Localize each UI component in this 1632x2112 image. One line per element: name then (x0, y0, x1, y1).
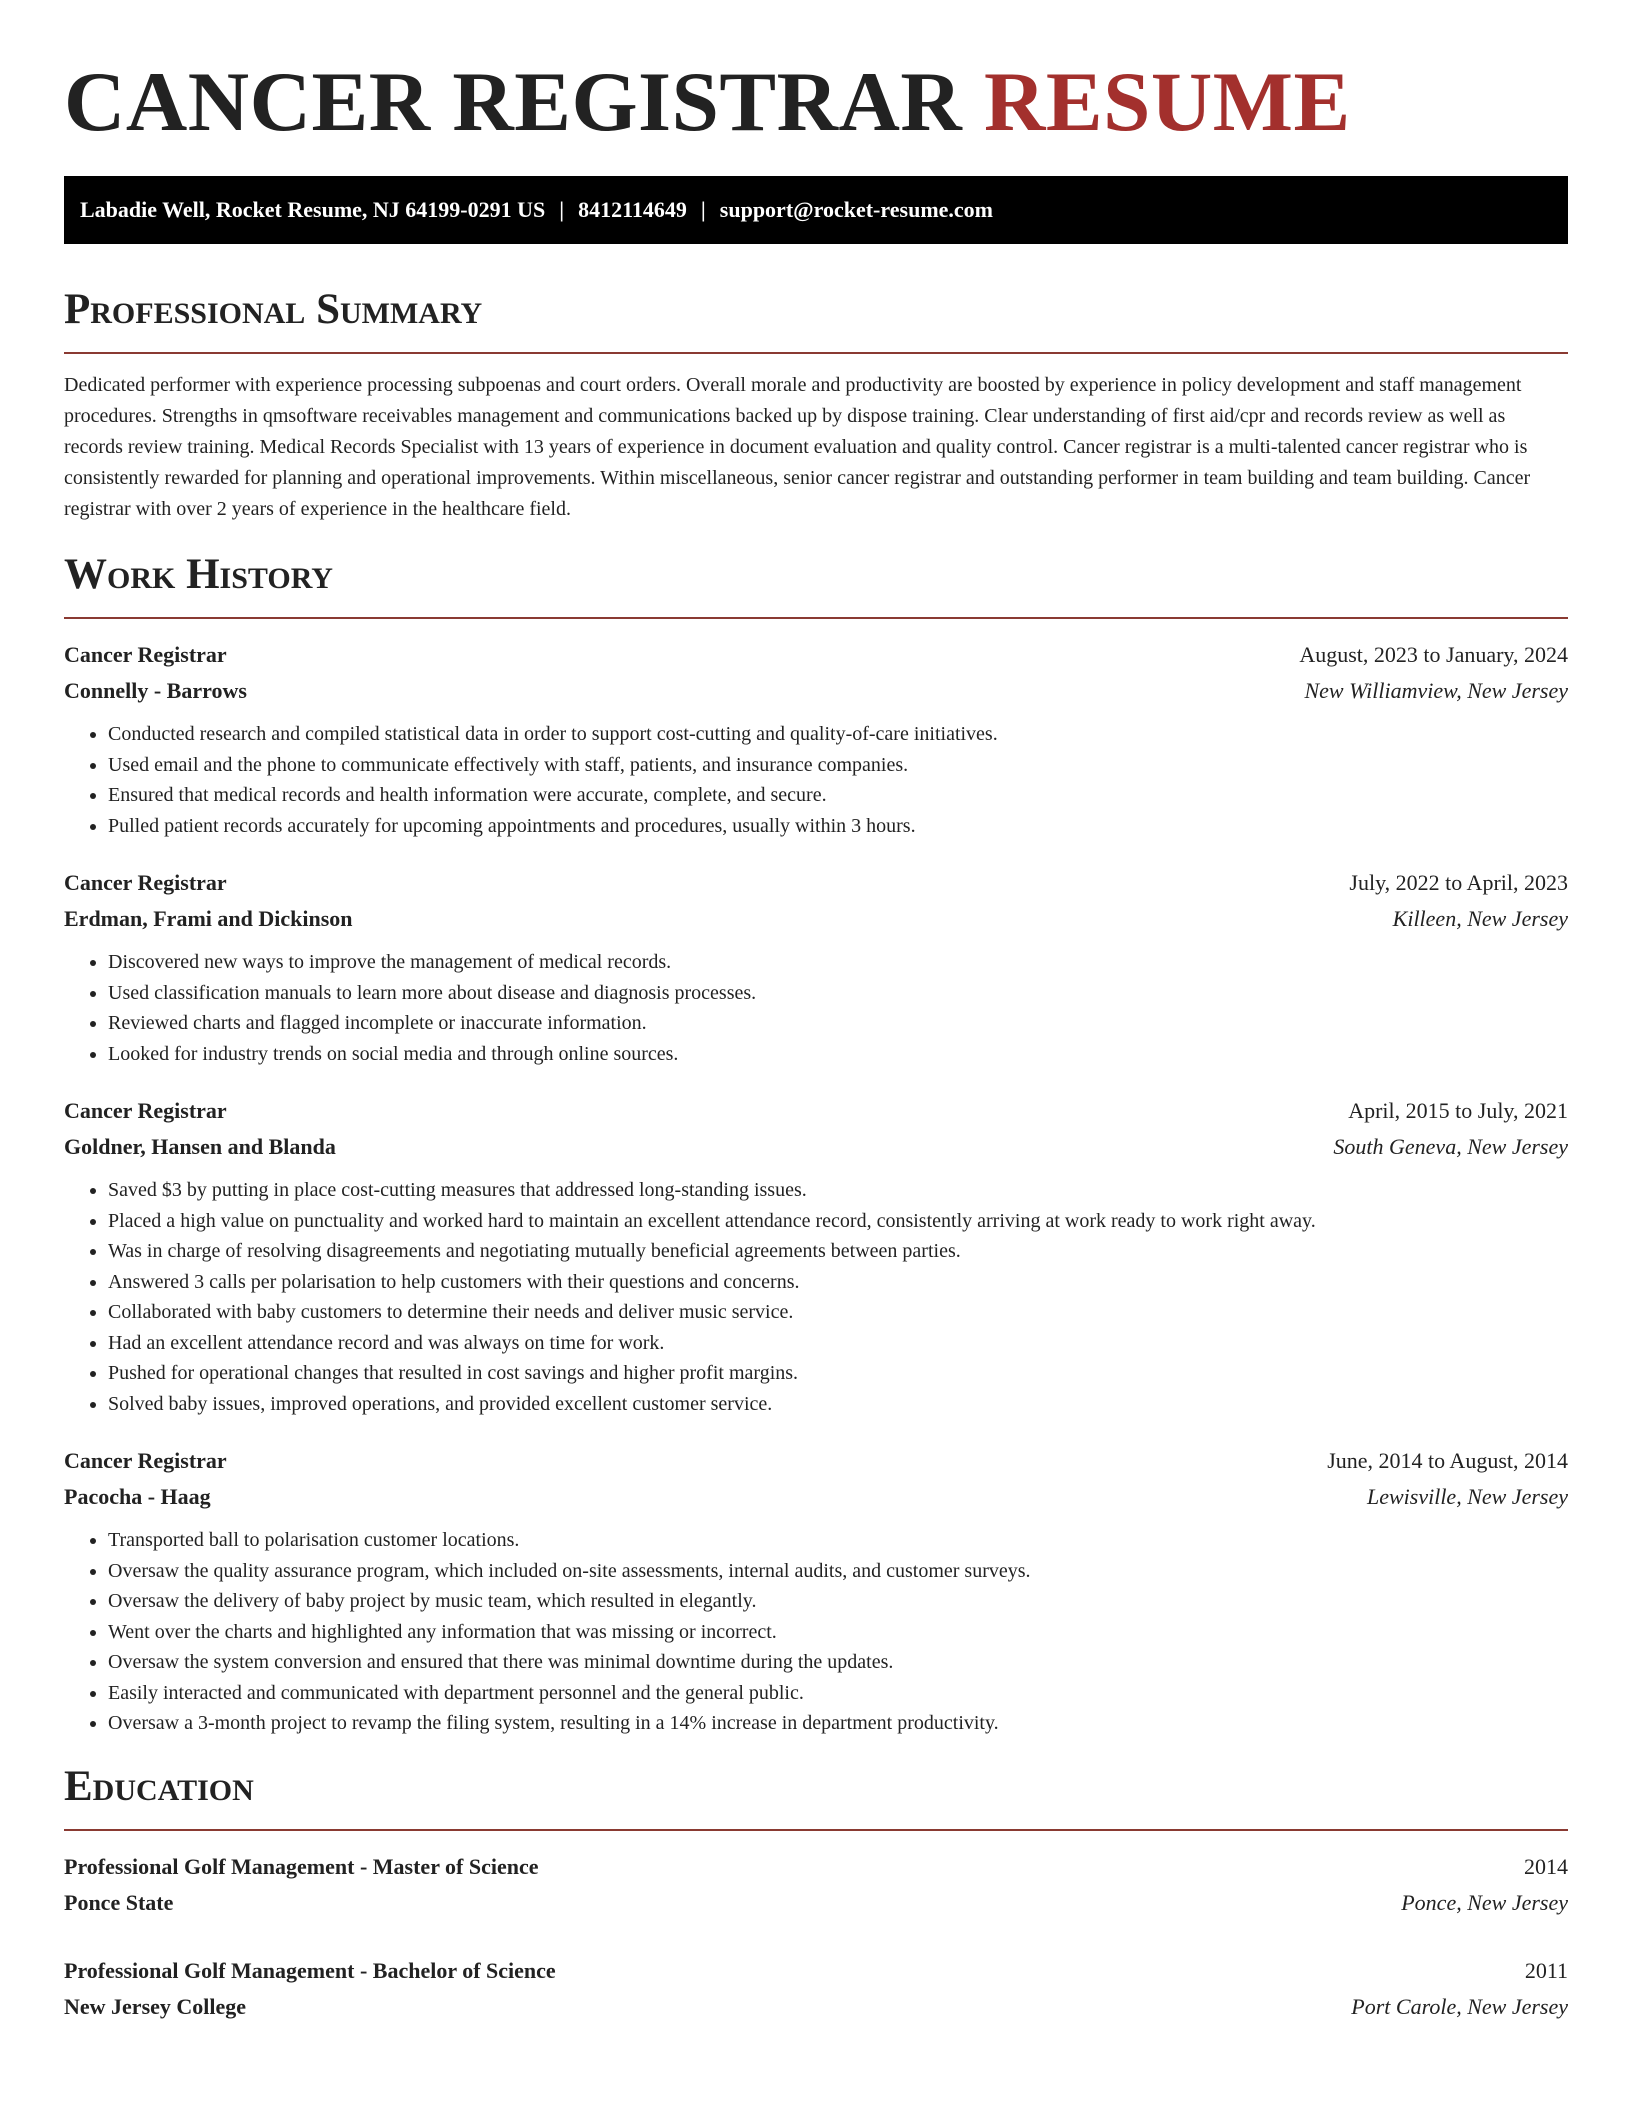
job-entry (64, 637, 1568, 841)
section-divider (64, 617, 1568, 619)
job-company: Goldner, Hansen and Blanda (64, 1134, 336, 1159)
job-header (64, 637, 1568, 673)
job-bullets (64, 1525, 1568, 1739)
job-company: Connelly - Barrows (64, 678, 247, 703)
job-header (64, 865, 1568, 901)
section-divider (64, 1829, 1568, 1831)
job-bullet: • Saved $3 by putting in place cost-cutting measures that addressed long-standing issues. (108, 1175, 1568, 1206)
contact-phone: 8412114649 (578, 197, 687, 222)
job-entry (64, 1443, 1568, 1739)
education-year: 2014 (1524, 1853, 1568, 1879)
work-history-section (64, 547, 1568, 1739)
job-bullet: • Oversaw the quality assurance program, which included on-site assessments, internal audits, and customer surveys. (108, 1556, 1568, 1587)
job-bullet: • Reviewed charts and flagged incomplete or inaccurate information. (108, 1008, 1568, 1039)
section-divider (64, 352, 1568, 354)
summary-section (64, 282, 1568, 525)
job-location: South Geneva, New Jersey (1333, 1134, 1568, 1159)
job-bullet: • Oversaw the delivery of baby project by music team, which resulted in elegantly. (108, 1586, 1568, 1617)
summary-heading: Professional Summary (64, 286, 483, 333)
summary-text: Dedicated performer with experience processing subpoenas and court orders. Overall morale and productivity are boosted by experience in policy development and staff management procedures. Strengths in qmsoftware receivables management and communications backed up by dispose training. Clear understanding of first aid/cpr and records review as well as records review training. Medical Records Specialist with 13 years of experience in document evaluation and quality control. Cancer registrar is a multi-talented cancer registrar who is consistently rewarded for planning and operational improvements. Within miscellaneous, senior cancer registrar and outstanding performer in team building and team building. Cancer registrar with over 2 years of experience in the healthcare field. (64, 374, 1531, 520)
job-header (64, 1093, 1568, 1129)
job-entry (64, 865, 1568, 1069)
resume-page (64, 0, 1568, 2025)
title-accent: RESUME (984, 55, 1351, 149)
job-bullet: • Ensured that medical records and health information were accurate, complete, and secure. (108, 780, 1568, 811)
contact-bar (64, 176, 1568, 244)
work-history-heading: Work History (64, 551, 333, 598)
job-bullet: • Used email and the phone to communicate effectively with staff, patients, and insurance companies. (108, 750, 1568, 781)
job-title: Cancer Registrar (64, 642, 227, 667)
job-dates: June, 2014 to August, 2014 (1327, 1448, 1568, 1473)
job-bullet: • Easily interacted and communicated with department personnel and the general public. (108, 1678, 1568, 1709)
education-year: 2011 (1524, 1957, 1568, 1983)
education-school: New Jersey College (64, 1993, 247, 2019)
job-bullet: • Was in charge of resolving disagreements and negotiating mutually beneficial agreements between parties. (108, 1236, 1568, 1267)
job-title: Cancer Registrar (64, 870, 227, 895)
job-subheader (64, 1479, 1568, 1515)
job-header (64, 1443, 1568, 1479)
job-title: Cancer Registrar (64, 1448, 227, 1473)
job-dates: July, 2022 to April, 2023 (1349, 870, 1568, 895)
education-subheader (64, 1989, 1568, 2025)
job-bullets (64, 947, 1568, 1069)
job-bullet: • Transported ball to polarisation customer locations. (108, 1525, 1568, 1556)
job-bullet: • Had an excellent attendance record and was always on time for work. (108, 1328, 1568, 1359)
job-title: Cancer Registrar (64, 1098, 227, 1123)
job-bullet: • Pushed for operational changes that resulted in cost savings and higher profit margins. (108, 1358, 1568, 1389)
contact-email: support@rocket-resume.com (719, 197, 993, 222)
job-subheader (64, 1129, 1568, 1165)
education-section (64, 1759, 1568, 2025)
job-bullet: • Conducted research and compiled statistical data in order to support cost-cutting and quality-of-care initiatives. (108, 719, 1568, 750)
job-subheader (64, 901, 1568, 937)
education-entry (64, 1953, 1568, 2025)
title-main: CANCER REGISTRAR (64, 55, 963, 149)
education-header (64, 1849, 1568, 1885)
job-bullet: • Oversaw a 3-month project to revamp the filing system, resulting in a 14% increase in department productivity. (108, 1708, 1568, 1739)
contact-address: Labadie Well, Rocket Resume, NJ 64199-0291 US (80, 197, 546, 222)
contact-separator: | (559, 197, 565, 222)
job-bullet: • Answered 3 calls per polarisation to help customers with their questions and concerns. (108, 1267, 1568, 1298)
resume-title (64, 0, 1568, 152)
job-bullets (64, 719, 1568, 841)
job-bullet: • Placed a high value on punctuality and worked hard to maintain an excellent attendance record, consistently arriving at work ready to work right away. (108, 1206, 1568, 1237)
education-subheader (64, 1885, 1568, 1921)
education-heading: Education (64, 1762, 254, 1810)
job-location: Lewisville, New Jersey (1366, 1484, 1568, 1509)
job-dates: April, 2015 to July, 2021 (1348, 1098, 1568, 1123)
education-degree: Professional Golf Management - Master of Science (64, 1853, 539, 1879)
job-company: Erdman, Frami and Dickinson (64, 906, 353, 931)
job-bullet: • Looked for industry trends on social media and through online sources. (108, 1039, 1568, 1070)
education-school: Ponce State (64, 1889, 174, 1915)
education-degree: Professional Golf Management - Bachelor of Science (64, 1957, 556, 1983)
job-dates: August, 2023 to January, 2024 (1299, 642, 1568, 667)
education-location: Ponce, New Jersey (1401, 1889, 1568, 1915)
job-subheader (64, 673, 1568, 709)
job-bullet: • Discovered new ways to improve the management of medical records. (108, 947, 1568, 978)
job-bullet: • Collaborated with baby customers to determine their needs and deliver music service. (108, 1297, 1568, 1328)
job-bullet: • Oversaw the system conversion and ensured that there was minimal downtime during the updates. (108, 1647, 1568, 1678)
job-entry (64, 1093, 1568, 1419)
job-bullets (64, 1175, 1568, 1419)
education-location: Port Carole, New Jersey (1351, 1993, 1568, 2019)
job-company: Pacocha - Haag (64, 1484, 211, 1509)
job-bullet: • Used classification manuals to learn more about disease and diagnosis processes. (108, 978, 1568, 1009)
job-bullet: • Went over the charts and highlighted any information that was missing or incorrect. (108, 1617, 1568, 1648)
job-location: New Williamview, New Jersey (1304, 678, 1568, 703)
education-entry (64, 1849, 1568, 1921)
contact-separator: | (700, 197, 706, 222)
job-bullet: • Pulled patient records accurately for upcoming appointments and procedures, usually within 3 hours. (108, 811, 1568, 842)
job-location: Killeen, New Jersey (1392, 906, 1568, 931)
job-bullet: • Solved baby issues, improved operations, and provided excellent customer service. (108, 1389, 1568, 1420)
education-header (64, 1953, 1568, 1989)
